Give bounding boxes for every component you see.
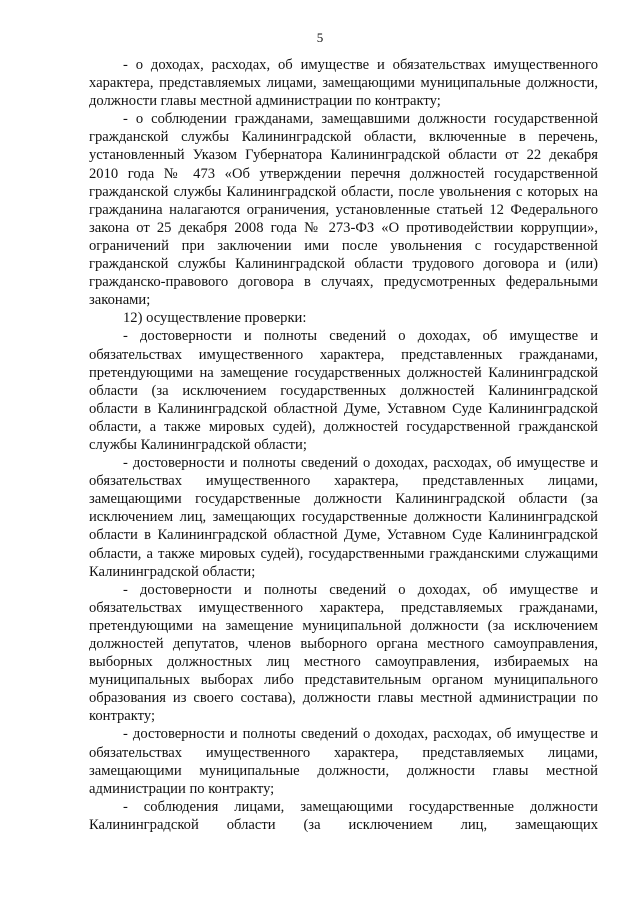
document-body (89, 56, 598, 834)
paragraph-check-municipal-officials: - достоверности и полноты сведений о доходах, расходах, об имуществе и обязательствах имущественного характера, представляемых лицами, замещающими муниципальные должности, должности главы местной администрации по контракту; (89, 726, 598, 797)
paragraph-income-municipal: - о доходах, расходах, об имуществе и обязательствах имущественного характера, представляемых лицами, замещающими муниципальные должности, должности главы местной администрации по контракту; (89, 57, 598, 110)
paragraph-check-municipal-candidates: - достоверности и полноты сведений о доходах, об имуществе и обязательствах имущественного характера, представляемых гражданами, претендующими на замещение муниципальной должности (за исключением должностей депутатов, членов выборного органа местного самоуправления, выборных должностных лиц местного самоуправления, избираемых на муниципальных выборах либо представительным органом муниципального образования из своего состава), должности главы местной администрации по контракту; (89, 581, 598, 725)
paragraph-compliance-state-positions: - соблюдения лицами, замещающими государственные должности Калининградской области (за исключением лиц, замещающих (89, 798, 598, 833)
paragraph-compliance-former-servants: - о соблюдении гражданами, замещавшими должности государственной гражданской службы Калининградской области, включенные в перечень, установленный Указом Губернатора Калининградской области от 22 декабря 2010 года № 473 «Об утверждении перечня должностей государственной гражданской службы Калининградской области, после увольнения с которых на гражданина налагаются ограничения, установленные статьей 12 Федерального закона от 25 декабря 2008 года № 273-ФЗ «О противодействии коррупции», ограничений при заключении ими после увольнения с государственной гражданской службы Калининградской области трудового договора и (или) гражданско-правового договора в случаях, предусмотренных федеральными законами; (89, 111, 598, 309)
paragraph-item-12-heading: 12) осуществление проверки: (123, 310, 307, 327)
paragraph-check-candidates: - достоверности и полноты сведений о доходах, об имуществе и обязательствах имущественного характера, представленных гражданами, претендующими на замещение государственных должностей Калининградской области (за исключением государственных должностей Калининградской области в Калининградской областной Думе, Уставном Суде Калининградской области, а также мировых судей), должностей государственной гражданской службы Калининградской области; (89, 328, 598, 453)
page-number: 5 (316, 30, 324, 45)
paragraph-check-state-officials: - достоверности и полноты сведений о доходах, расходах, об имуществе и обязательствах имущественного характера, представленных лицами, замещающими государственные должности Калининградской области (за исключением лиц, замещающих государственные должности Калининградской области в Калининградской областной Думе, Уставном Суде Калининградской области, а также мировых судей), государственными гражданскими служащими Калининградской области; (89, 455, 598, 580)
